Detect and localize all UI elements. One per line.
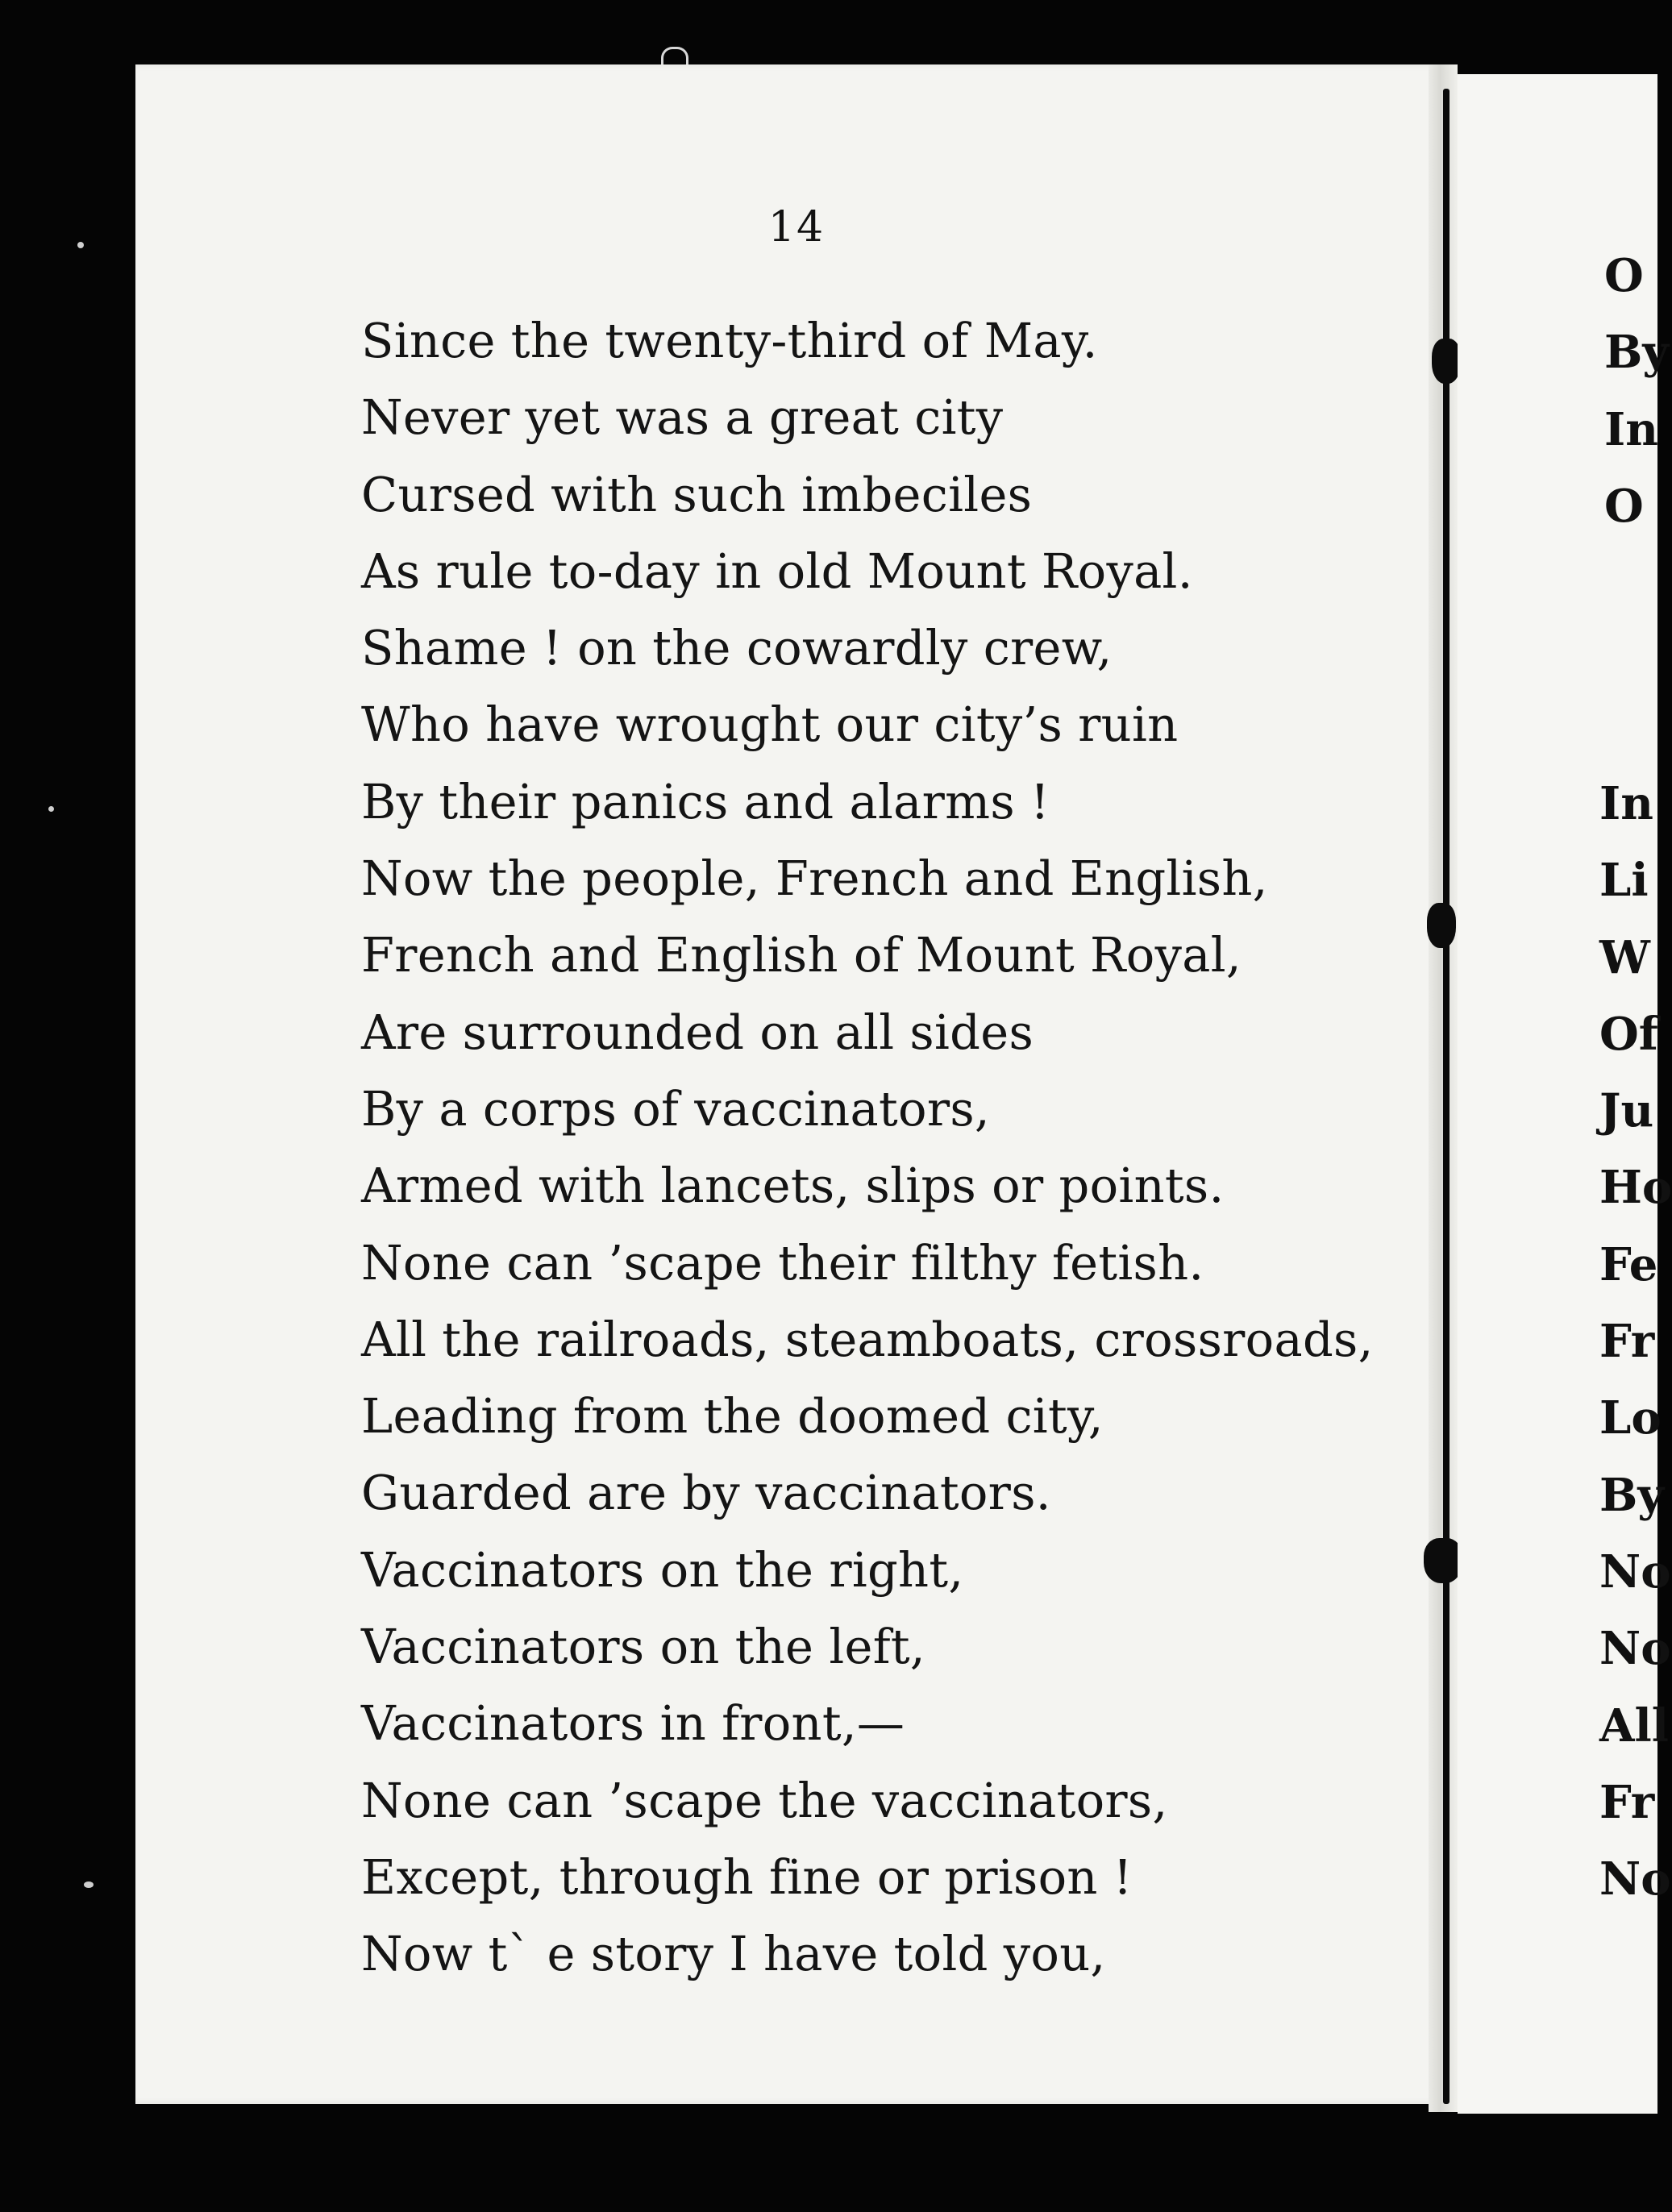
left-page (135, 64, 1458, 2104)
poem-line: Vaccinators on the right, (361, 1541, 964, 1598)
facing-page-line: In (1604, 402, 1658, 456)
facing-page-line: In (1599, 777, 1653, 830)
facing-page-line: Lo (1599, 1391, 1662, 1445)
poem-line: Shame ! on the cowardly crew, (361, 620, 1113, 676)
poem-line: Leading from the doomed city, (361, 1388, 1104, 1445)
poem-line: Now the people, French and English, (361, 850, 1268, 907)
poem-line: By their panics and alarms ! (361, 773, 1050, 830)
poem-line: Never yet was a great city (361, 389, 1004, 446)
binding-stitch (1432, 339, 1461, 384)
facing-page-line: By (1604, 326, 1669, 380)
facing-page-line: No (1599, 1622, 1671, 1676)
facing-page-line: O (1604, 249, 1644, 302)
page-number: 14 (767, 203, 826, 252)
scan-speck (77, 242, 84, 248)
poem-line: As rule to-day in old Mount Royal. (361, 543, 1193, 599)
poem-line: Who have wrought our city’s ruin (361, 696, 1179, 753)
poem-line: Cursed with such imbeciles (361, 466, 1033, 522)
binding-stitch (1424, 1538, 1462, 1583)
facing-page-line: No (1599, 1852, 1671, 1906)
facing-page-line: Li (1599, 854, 1649, 908)
facing-page-line: By (1599, 1468, 1664, 1522)
poem-line: Armed with lancets, slips or points. (361, 1158, 1225, 1214)
poem-line: None can ’scape the vaccinators, (361, 1772, 1168, 1828)
facing-page-line: No (1599, 1545, 1671, 1599)
poem-line: By a corps of vaccinators, (361, 1080, 990, 1137)
poem-line: All the railroads, steamboats, crossroads, (361, 1311, 1374, 1367)
poem-line: Vaccinators on the left, (361, 1619, 925, 1675)
poem-text (361, 302, 1374, 1993)
scan-speck (84, 1881, 94, 1888)
facing-page-text-upper (1604, 238, 1669, 545)
poem-line: Guarded are by vaccinators. (361, 1465, 1051, 1521)
scan-speck (48, 806, 54, 812)
facing-page-line: O (1604, 479, 1644, 533)
poem-line: None can ’scape their filthy fetish. (361, 1234, 1204, 1291)
facing-page-line: Of (1599, 1007, 1658, 1061)
poem-line: Now t` e story I have told you, (361, 1926, 1106, 1982)
binding-stitch (1427, 903, 1456, 948)
poem-line: Except, through fine or prison ! (361, 1848, 1133, 1905)
facing-page-line: Ju (1599, 1084, 1654, 1138)
facing-page-line: All (1599, 1698, 1669, 1753)
facing-page-line: Ho (1599, 1161, 1672, 1215)
poem-line: Are surrounded on all sides (361, 1004, 1034, 1060)
spine-binding (1443, 89, 1449, 2104)
facing-page-line: Fr (1599, 1315, 1655, 1369)
poem-line: Since the twenty-third of May. (361, 313, 1098, 368)
facing-page-line: Fr (1599, 1775, 1655, 1829)
facing-page-line: W (1599, 930, 1650, 984)
poem-line: French and English of Mount Royal, (361, 927, 1242, 983)
facing-page-line: Fe (1599, 1237, 1658, 1291)
poem-line: Vaccinators in front,— (361, 1695, 905, 1752)
facing-page-text-lower (1599, 766, 1672, 1918)
